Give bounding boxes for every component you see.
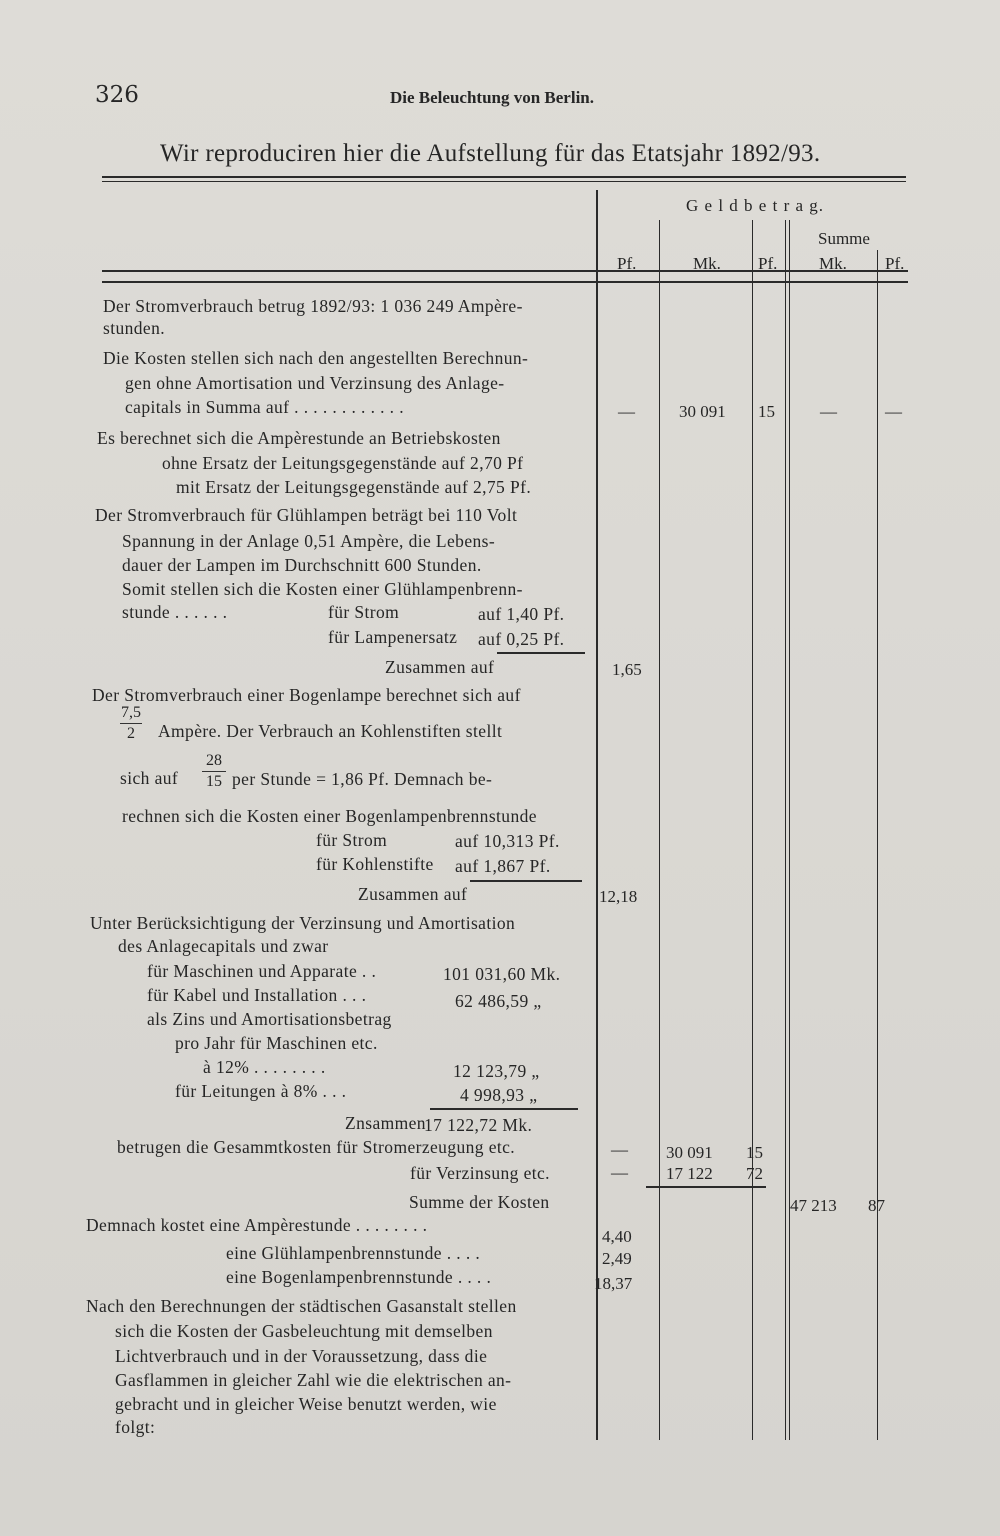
text-line: folgt: [115,1417,156,1437]
text-line: für Kohlenstifte [316,854,434,874]
text-line: Gasflammen in gleicher Zahl wie die elektrischen an- [115,1370,512,1390]
fraction-bar [120,723,142,724]
text-line: für Strom [316,830,388,850]
text-line: 101 031,60 Mk. [443,964,561,984]
text-line: Lichtverbrauch und in der Voraussetzung, dass die [115,1346,488,1366]
text-line: 4 998,93 „ [460,1085,538,1105]
text-line: rechnen sich die Kosten einer Bogenlampenbrennstunde [122,806,537,826]
value-sum-mk: 47 213 [790,1196,837,1215]
text-line: stunden. [103,318,166,338]
fraction-ampere [120,704,142,743]
value-pf: — [618,402,635,421]
header-geldbetrag: G e l d b e t r a g. [686,196,825,215]
value-pf: 2,49 [602,1249,632,1268]
text-line: sich auf [120,768,179,788]
text-line: 12 123,79 „ [453,1061,540,1081]
text-line: für Lampenersatz [328,627,458,647]
text-line: Znsammen [345,1113,426,1133]
sum-rule [646,1186,766,1188]
text-line: auf 0,25 Pf. [478,629,565,649]
top-rule [102,176,906,178]
header-pf3: Pf. [885,254,905,273]
column-rule-pf2a [785,220,786,1440]
text-line: für Maschinen und Apparate . . [147,961,377,981]
text-line: stunde . . . . . . [122,602,228,622]
text-line: Der Stromverbrauch einer Bogenlampe berechnet sich auf [92,685,521,705]
header-pf2: Pf. [758,254,778,273]
column-rule-mk [752,220,753,1440]
text-line: eine Bogenlampenbrennstunde . . . . [226,1267,492,1287]
text-line: pro Jahr für Maschinen etc. [175,1033,378,1053]
running-title: Die Beleuchtung von Berlin. [390,88,595,107]
value-pf2: 72 [746,1164,763,1183]
value-pf: 1,65 [612,660,642,679]
text-line: betrugen die Gesammtkosten für Stromerzeugung etc. [117,1137,516,1157]
value-mk: 30 091 [679,402,726,421]
text-line: als Zins und Amortisationsbetrag [147,1009,392,1029]
header-rule [102,270,908,272]
value-pf: — [611,1163,628,1182]
text-line: auf 1,40 Pf. [478,604,565,624]
text-line: gebracht und in gleicher Weise benutzt werden, wie [115,1394,497,1414]
fraction-numerator: 7,5 [121,704,141,721]
value-pf: — [611,1140,628,1159]
value-pf2: 15 [746,1143,763,1162]
page-number: 326 [95,82,139,108]
text-line: für Leitungen à 8% . . . [175,1081,347,1101]
text-line: Die Kosten stellen sich nach den angestellten Berechnun- [103,348,529,368]
fraction-denominator: 2 [127,725,135,742]
text-line: eine Glühlampenbrennstunde . . . . [226,1243,481,1263]
value-pf: 4,40 [602,1227,632,1246]
text-line: per Stunde = 1,86 Pf. Demnach be- [232,769,493,789]
sum-rule [470,880,582,882]
text-line: Zusammen auf [358,884,468,904]
value-mk: 17 122 [666,1164,713,1183]
header-summe: Summe [818,229,870,248]
text-line: mit Ersatz der Leitungsgegenstände auf 2,75 Pf. [176,477,532,497]
text-line: Nach den Berechnungen der städtischen Gasanstalt stellen [86,1296,517,1316]
text-line: für Strom [328,602,400,622]
header-pf: Pf. [617,254,637,273]
header-rule-2 [102,281,908,283]
text-line: à 12% . . . . . . . . [203,1057,326,1077]
fraction-denominator: 15 [206,773,222,790]
fraction-bar [202,771,226,772]
text-line: 62 486,59 „ [455,991,542,1011]
text-line: ohne Ersatz der Leitungsgegenstände auf 2,70 Pf [162,453,524,473]
text-line: auf 10,313 Pf. [455,831,560,851]
text-line: Ampère. Der Verbrauch an Kohlenstiften stellt [158,721,503,741]
value-sum-mk: — [820,402,837,421]
text-line: Zusammen auf [385,657,495,677]
value-pf: 18,37 [594,1274,633,1293]
value-pf: 12,18 [599,887,638,906]
sum-rule [430,1108,578,1110]
text-line: 17 122,72 Mk. [424,1115,533,1135]
text-line: gen ohne Amortisation und Verzinsung des Anlage- [125,373,505,393]
top-rule-2 [102,181,906,182]
text-line: Es berechnet sich die Ampèrestunde an Betriebskosten [97,428,501,448]
value-sum-pf: 87 [868,1196,885,1215]
column-rule-sum [877,250,878,1440]
fraction-kohle [202,752,226,791]
text-line: für Kabel und Installation . . . [147,985,367,1005]
text-line: Spannung in der Anlage 0,51 Ampère, die Lebens- [122,531,496,551]
text-line: sich die Kosten der Gasbeleuchtung mit demselben [115,1321,493,1341]
text-line: Somit stellen sich die Kosten einer Glühlampenbrenn- [122,579,523,599]
value-pf2: 15 [758,402,775,421]
column-rule-pf2b [789,220,790,1440]
text-line: Unter Berücksichtigung der Verzinsung und Amortisation [90,913,516,933]
column-rule-main [596,190,598,1440]
text-line: Summe der Kosten [409,1192,550,1212]
value-sum-pf: — [885,402,902,421]
header-mk2: Mk. [819,254,847,273]
text-line: des Anlagecapitals und zwar [118,936,329,956]
text-line: Der Stromverbrauch für Glühlampen beträgt bei 110 Volt [95,505,518,525]
column-rule-pf [659,220,660,1440]
text-line: für Verzinsung etc. [410,1163,550,1183]
text-line: Der Stromverbrauch betrug 1892/93: 1 036 249 Ampère- [103,296,523,316]
text-line: Demnach kostet eine Ampèrestunde . . . . . . . . [86,1215,428,1235]
text-line: capitals in Summa auf . . . . . . . . . . . . [125,397,405,417]
text-line: auf 1,867 Pf. [455,856,551,876]
value-mk: 30 091 [666,1143,713,1162]
header-mk: Mk. [693,254,721,273]
intro-sentence: Wir reproduciren hier die Aufstellung für das Etatsjahr 1892/93. [160,140,821,167]
text-line: dauer der Lampen im Durchschnitt 600 Stunden. [122,555,482,575]
sum-rule [497,652,585,654]
fraction-numerator: 28 [206,752,222,769]
